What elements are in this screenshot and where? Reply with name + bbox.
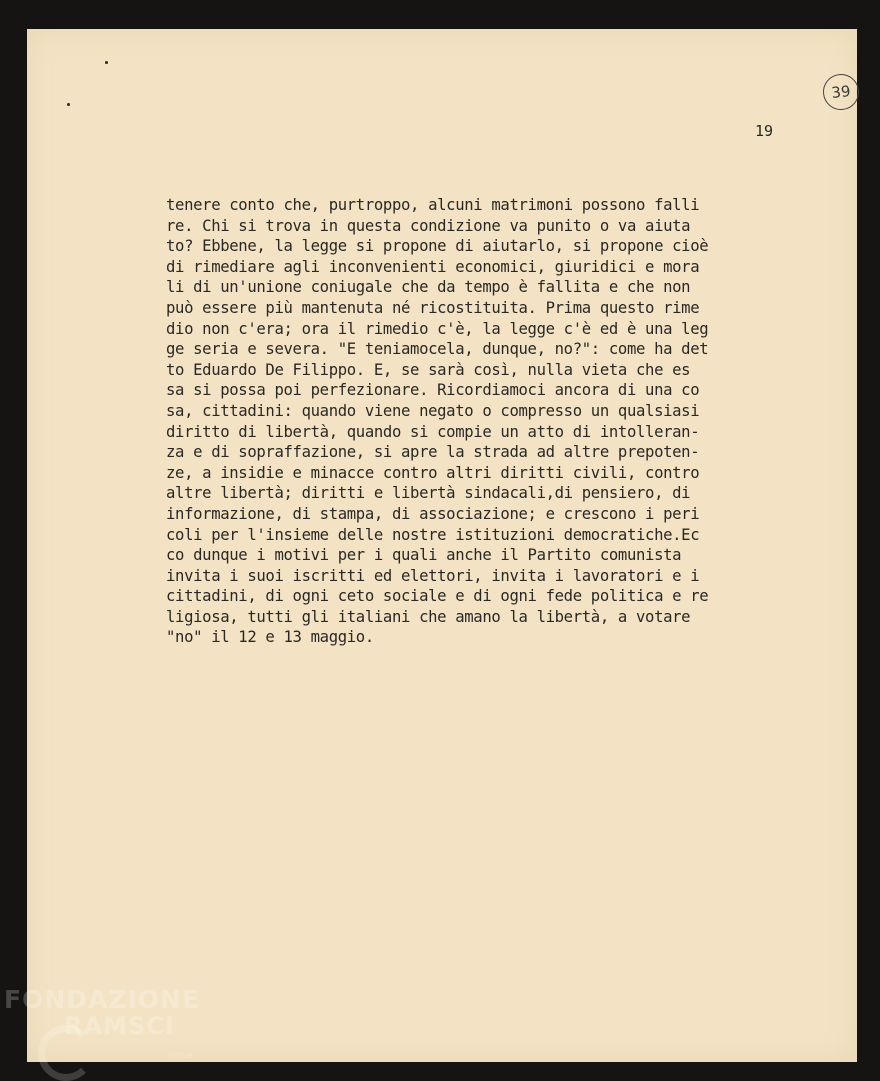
paper-speck	[105, 61, 108, 64]
text-line: tenere conto che, purtroppo, alcuni matrimoni possono falli	[166, 196, 700, 214]
watermark-suffix: onlus	[169, 1051, 194, 1061]
text-line: può essere più mantenuta né ricostituita. Prima questo rime	[166, 298, 700, 317]
text-line: re. Chi si trova in questa condizione va punito o va aiuta	[166, 216, 691, 235]
text-line: cittadini, di ogni ceto sociale e di ogni fede politica e re	[166, 587, 709, 606]
text-line: li di un'unione coniugale che da tempo è fallita e che non	[166, 278, 691, 297]
typewritten-text	[166, 195, 791, 648]
text-line: informazione, di stampa, di associazione; e crescono i peri	[166, 504, 700, 523]
watermark-line2: RAMSCI	[64, 1012, 175, 1040]
text-line: ligiosa, tutti gli italiani che amano la libertà, a votare	[166, 607, 691, 626]
text-line: di rimediare agli inconvenienti economici, giuridici e mora	[166, 257, 700, 276]
text-line: altre libertà; diritti e libertà sindacali,di pensiero, di	[166, 484, 691, 503]
archive-stamp-number: 39	[821, 72, 861, 112]
text-line: sa si possa poi perfezionare. Ricordiamoci ancora di una co	[166, 381, 700, 400]
text-line: sa, cittadini: quando viene negato o compresso un qualsiasi	[166, 401, 700, 420]
page-number: 19	[755, 122, 774, 140]
text-line: to? Ebbene, la legge si propone di aiutarlo, si propone cioè	[166, 237, 709, 256]
text-line: to Eduardo De Filippo. E, se sarà così, nulla vieta che es	[166, 360, 691, 379]
text-line: diritto di libertà, quando si compie un atto di intolleran-	[166, 422, 700, 441]
fondazione-gramsci-watermark	[4, 985, 201, 1061]
text-line: dio non c'era; ora il rimedio c'è, la legge c'è ed è una leg	[166, 319, 709, 338]
text-line: co dunque i motivi per i quali anche il Partito comunista	[166, 546, 682, 565]
g-logo-icon	[38, 1025, 94, 1081]
text-line: za e di sopraffazione, si apre la strada ad altre prepoten-	[166, 443, 700, 462]
text-line: coli per l'insieme delle nostre istituzioni democratiche.Ec	[166, 525, 700, 544]
text-line: invita i suoi iscritti ed elettori, invita i lavoratori e i	[166, 566, 700, 585]
paper-speck	[67, 103, 70, 106]
text-line: ge seria e severa. "E teniamocela, dunque, no?": come ha det	[166, 340, 709, 359]
text-line: "no" il 12 e 13 maggio.	[166, 628, 374, 647]
text-line: ze, a insidie e minacce contro altri diritti civili, contro	[166, 463, 700, 482]
watermark-line1: FONDAZIONE	[4, 985, 201, 1014]
